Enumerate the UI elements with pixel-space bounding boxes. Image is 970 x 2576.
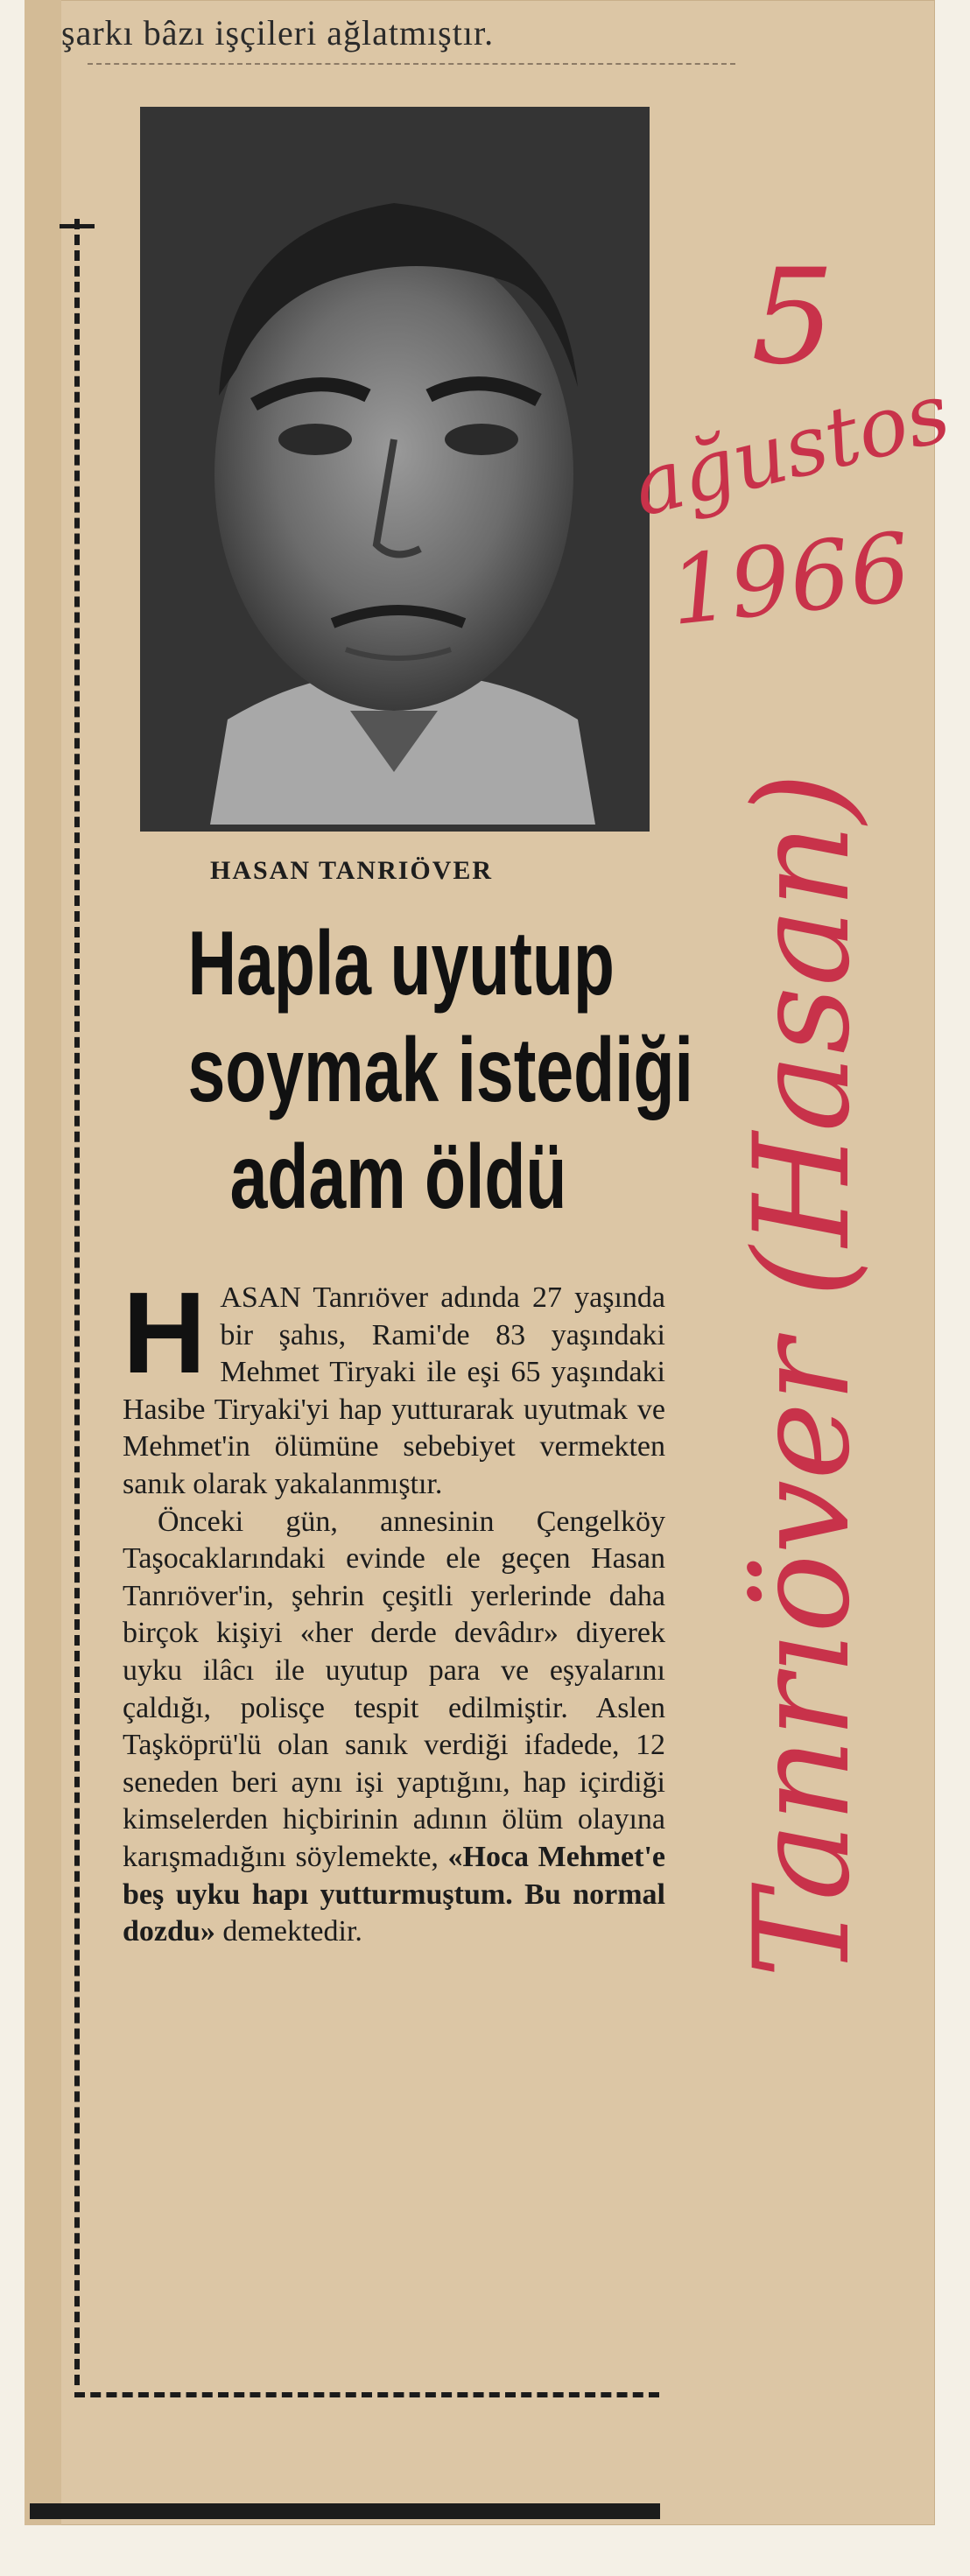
article-body [123,1268,665,1951]
handwritten-day: 5 [751,242,835,394]
handwritten-month: ağustos [623,365,959,536]
cut-line [88,63,735,65]
column-rule-left [74,219,80,2385]
page-bottom-band [30,2503,660,2519]
paragraph-2-end: demektedir. [214,1915,362,1948]
drop-cap: H [123,1268,207,1397]
headline-line-3: adam öldü [229,1127,567,1228]
handwritten-name: Tanrıöver (Hasan) [727,772,879,1978]
previous-article-fragment: şarkı bâzı işçileri ağlatmıştır. [61,13,495,53]
article-paragraph-2 [123,1504,665,1951]
photo-caption: HASAN TANRIÖVER [210,856,494,885]
quote-text: «Hoca Mehmet'e beş uyku hapı yutturmuştum. Bu normal dozdu» [123,1840,665,1948]
paragraph-1-text: Tanrıöver adında 27 yaşında bir şahıs, Rami'de 83 yaşındaki Mehmet Tiryaki ile eşi 65 yaşındaki Hasibe Tiryaki'yi hap yutturarak uyutmak ve Mehmet'in ölümüne sebebiyet vermekten sanık olarak yakalanmıştır. [123,1281,665,1500]
paragraph-2-text: Önceki gün, annesinin Çengelköy Taşocaklarındaki evinde ele geçen Hasan Tanrıöver'in, şehrin çeşitli yerlerinde daha birçok kişiyi «her derde devâdır» diyerek uyku ilâcı ile uyutup para ve eşyalarını çaldığı, polisçe tespit edilmiştir. Aslen Taşköprü'lü olan sanık verdiği ifadede, 12 seneden beri aynı işi yaptığını, hap içirdiği kimselerden hiçbirinin adının ölüm olayına karışmadığını söylemekte, [123,1505,665,1873]
article-paragraph-1 [123,1268,665,1504]
portrait-photo [140,107,650,832]
article-headline [187,910,693,1231]
headline-line-1: Hapla uyutup [187,913,615,1014]
paper-edge-strip [25,0,61,2525]
portrait-illustration [140,107,650,832]
paragraph-lead: ASAN [220,1281,301,1314]
headline-line-2: soymak istediği [187,1020,693,1121]
handwritten-year: 1966 [664,512,916,648]
column-rule-bottom [74,2392,659,2397]
